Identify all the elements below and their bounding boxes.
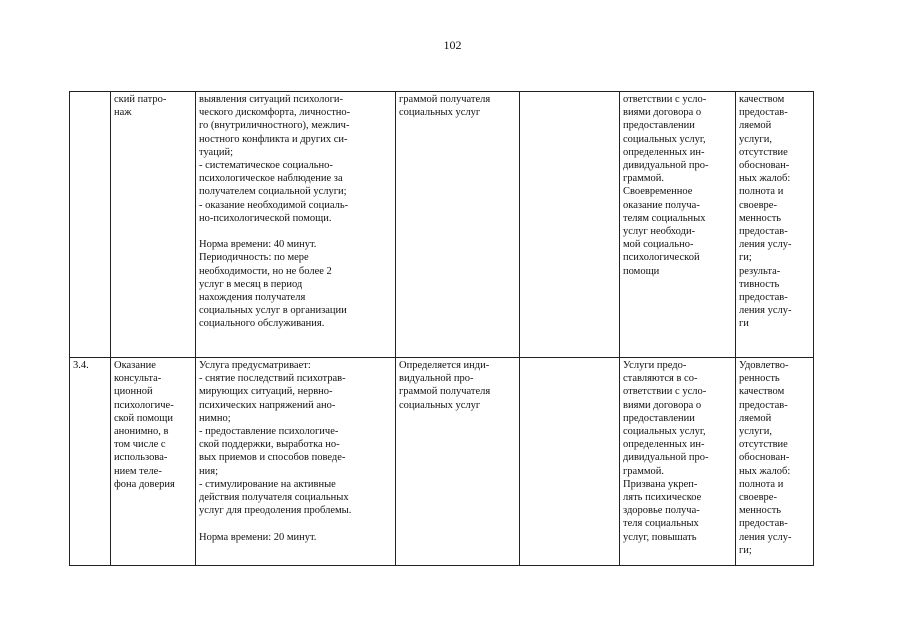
cell-empty: [520, 358, 620, 566]
text-line: ния;: [199, 465, 218, 477]
text-line: нимно;: [199, 412, 231, 424]
text-line: - систематическое социально-: [199, 160, 333, 172]
text-line: ностного конфликта и других си-: [199, 133, 348, 145]
text-line: полнота и: [739, 478, 784, 490]
cell-number: [70, 92, 111, 358]
text-line: обоснован-: [739, 452, 790, 464]
text-line: определенных ин-: [623, 146, 705, 158]
cell-cost: [396, 92, 520, 358]
text-line: социальных услуг в организации: [199, 305, 347, 317]
text-line: виями договора о: [623, 107, 702, 119]
text-line: ставляются в со-: [623, 373, 698, 385]
page-number: 102: [443, 38, 462, 52]
text-line: Периодичность: по мере: [199, 252, 309, 264]
table-row: [70, 358, 814, 566]
text-line: выявления ситуаций психологи-: [199, 94, 344, 105]
text-line: использова-: [114, 452, 168, 464]
text-line: необходимости, но не более 2: [199, 265, 332, 277]
text-line: мой социально-: [623, 239, 694, 251]
text-line: ческого дискомфорта, личностно-: [199, 107, 351, 119]
text-line: - стимулирование на активные: [199, 478, 336, 490]
text-line: Услуги предо-: [623, 360, 687, 371]
text-line: ги;: [739, 252, 752, 264]
text-line: дивидуальной про-: [623, 452, 709, 464]
cell-service-name: [111, 358, 196, 566]
text-line: ляемой: [739, 412, 772, 424]
cell-empty: [520, 92, 620, 358]
text-line: социальных услуг: [399, 107, 481, 119]
cell-service-content: [196, 92, 396, 358]
text-line: ответствии с усло-: [623, 386, 707, 398]
text-line: - предоставление психологиче-: [199, 426, 339, 438]
text-line: дивидуальной про-: [623, 160, 709, 172]
text-line: Оказание: [114, 360, 156, 371]
text-line: Призвана укреп-: [623, 478, 698, 490]
cell-service-content: [196, 358, 396, 566]
text-line: отсутствие: [739, 146, 788, 158]
text-line: предостав-: [739, 518, 788, 530]
text-line: получателем социальной услуги;: [199, 186, 347, 198]
text-line: - снятие последствий психотрав-: [199, 373, 346, 385]
text-line: ционной: [114, 386, 153, 398]
text-line: нием теле-: [114, 465, 162, 477]
text-line: граммой.: [623, 173, 665, 185]
text-line: том числе с: [114, 439, 166, 451]
text-line: ления услу-: [739, 305, 792, 317]
text-line: го (внутриличностного), межлич-: [199, 120, 350, 132]
text-line: ных жалоб:: [739, 173, 791, 185]
text-line: обоснован-: [739, 160, 790, 172]
text-line: предостав-: [739, 292, 788, 304]
text-line: граммой получателя: [399, 386, 491, 398]
text-line: телям социальных: [623, 212, 706, 224]
text-line: [199, 225, 392, 238]
text-line: консульта-: [114, 373, 162, 385]
text-line: услуг необходи-: [623, 226, 696, 238]
text-line: отсутствие: [739, 439, 788, 451]
text-line: ренность: [739, 373, 780, 385]
text-line: нахождения получателя: [199, 292, 306, 304]
text-line: своевре-: [739, 492, 777, 504]
text-line: социального обслуживания.: [199, 318, 325, 330]
text-line: услуг, повышать: [623, 531, 697, 543]
text-line: ления услу-: [739, 239, 792, 251]
cell-conditions: [620, 358, 736, 566]
cell-service-name: [111, 92, 196, 358]
text-line: анонимно, в: [114, 426, 169, 438]
text-line: тивность: [739, 278, 780, 290]
text-line: качеством: [739, 386, 785, 398]
text-line: здоровье получа-: [623, 505, 700, 517]
text-line: социальных услуг: [399, 399, 481, 411]
text-line: предостав-: [739, 399, 788, 411]
text-line: Норма времени: 20 минут.: [199, 531, 317, 543]
text-line: менность: [739, 212, 782, 224]
text-line: ской поддержки, выработка но-: [199, 439, 340, 451]
text-line: услуги,: [739, 133, 772, 145]
text-line: ных жалоб:: [739, 465, 791, 477]
text-line: услуги,: [739, 426, 772, 438]
text-line: ления услу-: [739, 531, 792, 543]
text-line: качеством: [739, 94, 785, 105]
text-line: результа-: [739, 265, 781, 277]
text-line: психологиче-: [114, 399, 174, 411]
text-line: [199, 517, 392, 530]
services-table: [69, 91, 814, 566]
text-line: ской помощи: [114, 412, 173, 424]
text-line: социальных услуг,: [623, 426, 706, 438]
text-line: менность: [739, 505, 782, 517]
text-line: Норма времени: 40 минут.: [199, 239, 317, 251]
text-line: Определяется инди-: [399, 360, 490, 371]
text-line: предоставлении: [623, 120, 695, 132]
text-line: психологическое наблюдение за: [199, 173, 343, 185]
text-line: Удовлетво-: [739, 360, 789, 371]
text-line: психических напряжений ано-: [199, 399, 336, 411]
text-line: вых приемов и способов поведе-: [199, 452, 346, 464]
cell-quality: [736, 358, 814, 566]
cell-cost: [396, 358, 520, 566]
cell-quality: [736, 92, 814, 358]
text-line: наж: [114, 107, 132, 119]
text-line: видуальной про-: [399, 373, 474, 385]
text-line: граммой.: [623, 465, 665, 477]
text-line: услуг для преодоления проблемы.: [199, 505, 352, 517]
text-line: ги: [739, 318, 749, 330]
text-line: Своевременное: [623, 186, 693, 198]
text-line: полнота и: [739, 186, 784, 198]
table-row: [70, 92, 814, 358]
text-line: теля социальных: [623, 518, 699, 530]
text-line: услуг в месяц в период: [199, 278, 303, 290]
text-line: действия получателя социальных: [199, 492, 349, 504]
text-line: психологической: [623, 252, 700, 264]
text-line: Услуга предусматривает:: [199, 360, 311, 371]
text-line: предоставлении: [623, 412, 695, 424]
cell-number: 3.4.: [70, 358, 111, 566]
text-line: туаций;: [199, 146, 233, 158]
text-line: но-психологической помощи.: [199, 212, 332, 224]
text-line: оказание получа-: [623, 199, 700, 211]
cell-conditions: [620, 92, 736, 358]
text-line: виями договора о: [623, 399, 702, 411]
text-line: предостав-: [739, 226, 788, 238]
text-line: фона доверия: [114, 478, 175, 490]
text-line: граммой получателя: [399, 94, 491, 105]
text-line: - оказание необходимой социаль-: [199, 199, 349, 211]
text-line: предостав-: [739, 107, 788, 119]
text-line: своевре-: [739, 199, 777, 211]
text-line: помощи: [623, 265, 660, 277]
text-line: ответствии с усло-: [623, 94, 707, 105]
text-line: ги;: [739, 544, 752, 556]
text-line: ляемой: [739, 120, 772, 132]
text-line: лять психическое: [623, 492, 702, 504]
text-line: ский патро-: [114, 94, 167, 105]
text-line: мирующих ситуаций, нервно-: [199, 386, 333, 398]
text-line: определенных ин-: [623, 439, 705, 451]
text-line: социальных услуг,: [623, 133, 706, 145]
